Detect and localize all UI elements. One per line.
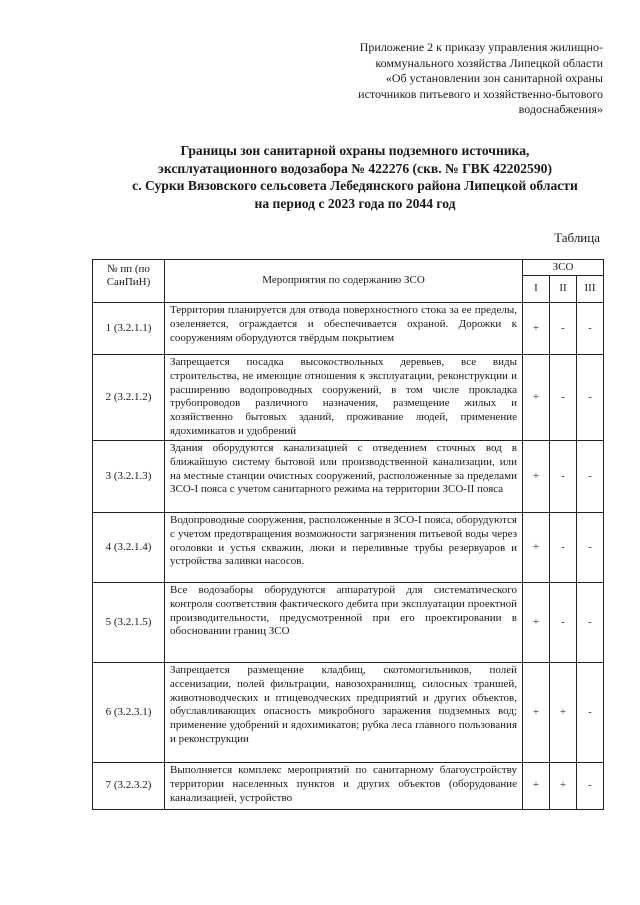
table-row	[93, 441, 604, 513]
zso-measures-table	[92, 259, 604, 810]
column-header-belt-2: II	[550, 276, 577, 303]
belt-2-mark: -	[550, 355, 577, 441]
appendix-note-line: Приложение 2 к приказу управления жилищно-	[359, 40, 603, 54]
belt-2-mark: -	[550, 303, 577, 355]
row-number: 2 (3.2.1.2)	[93, 355, 165, 441]
column-header-zso: ЗСО	[523, 260, 604, 276]
belt-2-mark: -	[550, 513, 577, 583]
table-row	[93, 513, 604, 583]
table-caption: Таблица	[554, 230, 600, 245]
column-header-belt-1: I	[523, 276, 550, 303]
column-header-measures: Мероприятия по содержанию ЗСО	[165, 260, 523, 303]
title-line: на период с 2023 года по 2044 год	[254, 195, 456, 211]
belt-3-mark: -	[577, 663, 604, 763]
row-measure-text: Водопроводные сооружения, расположенные в ЗСО-I пояса, оборудуются с учетом предотвращения возможности загрязнения питьевой воды через оголовки и устья скважин, люки и переливные трубы резервуаров и устройства заливки насосов.	[165, 513, 523, 583]
row-measure-text: Выполняется комплекс мероприятий по санитарному благоустройству территории населенных пунктов и других объектов (оборудование канализацией, устройство	[165, 763, 523, 810]
belt-1-mark: +	[523, 513, 550, 583]
row-number: 5 (3.2.1.5)	[93, 583, 165, 663]
belt-2-mark: -	[550, 441, 577, 513]
belt-1-mark: +	[523, 763, 550, 810]
row-number: 3 (3.2.1.3)	[93, 441, 165, 513]
row-number: 1 (3.2.1.1)	[93, 303, 165, 355]
title-line: эксплуатационного водозабора № 422276 (скв. № ГВК 42202590)	[158, 160, 552, 176]
belt-3-mark: -	[577, 303, 604, 355]
table-row	[93, 663, 604, 763]
row-number: 4 (3.2.1.4)	[93, 513, 165, 583]
belt-1-mark: +	[523, 663, 550, 763]
row-measure-text: Запрещается размещение кладбищ, скотомогильников, полей ассенизации, полей фильтрации, навозохранилищ, силосных траншей, животноводческих и птицеводческих предприятий и других объектов, обуславливающих опасность микробного заражения подземных вод; применение удобрений и ядохимикатов; рубка леса главного пользования и реконструкции	[165, 663, 523, 763]
title-line: Границы зон санитарной охраны подземного источника,	[180, 143, 530, 158]
table-row	[93, 355, 604, 441]
appendix-note-line: водоснабжения»	[518, 102, 603, 116]
belt-2-mark: -	[550, 583, 577, 663]
belt-3-mark: -	[577, 583, 604, 663]
column-header-belt-3: III	[577, 276, 604, 303]
belt-1-mark: +	[523, 583, 550, 663]
belt-3-mark: -	[577, 763, 604, 810]
title-line: с. Сурки Вязовского сельсовета Лебедянского района Липецкой области	[132, 178, 578, 193]
column-header-number: № пп (по СанПиН)	[93, 260, 165, 303]
row-measure-text: Здания оборудуются канализацией с отведением сточных вод в ближайшую систему бытовой или производственной канализации, или на местные станции очистных сооружений, расположенные за пределами ЗСО-I пояса с учетом санитарного режима на территории ЗСО-II пояса	[165, 441, 523, 513]
belt-1-mark: +	[523, 441, 550, 513]
table-row	[93, 303, 604, 355]
appendix-note-line: «Об установлении зон санитарной охраны	[385, 71, 603, 85]
row-measure-text: Запрещается посадка высокоствольных деревьев, все виды строительства, не имеющие отношения к эксплуатации, реконструкции и расширению водопроводных сооружений, в том числе прокладка трубопроводов различного назначения, размещение жилых и хозяйственно бытовых зданий, проживание людей, применение ядохимикатов и удобрений	[165, 355, 523, 441]
row-measure-text: Территория планируется для отвода поверхностного стока за ее пределы, озеленяется, ограждается и обеспечивается охраной. Дорожки к сооружениям оборудуются твёрдым покрытием	[165, 303, 523, 355]
appendix-note-line: коммунального хозяйства Липецкой области	[375, 55, 603, 70]
belt-2-mark: +	[550, 763, 577, 810]
row-number: 7 (3.2.3.2)	[93, 763, 165, 810]
belt-1-mark: +	[523, 355, 550, 441]
row-number: 6 (3.2.3.1)	[93, 663, 165, 763]
belt-1-mark: +	[523, 303, 550, 355]
table-row	[93, 583, 604, 663]
table-row	[93, 763, 604, 810]
belt-3-mark: -	[577, 355, 604, 441]
belt-3-mark: -	[577, 513, 604, 583]
belt-3-mark: -	[577, 441, 604, 513]
belt-2-mark: +	[550, 663, 577, 763]
appendix-note-line: источников питьевого и хозяйственно-бытового	[358, 86, 603, 101]
row-measure-text: Все водозаборы оборудуются аппаратурой для систематического контроля соответствия фактического дебита при эксплуатации проектной производительности, предусмотренной при его проектировании в обосновании границ ЗСО	[165, 583, 523, 663]
